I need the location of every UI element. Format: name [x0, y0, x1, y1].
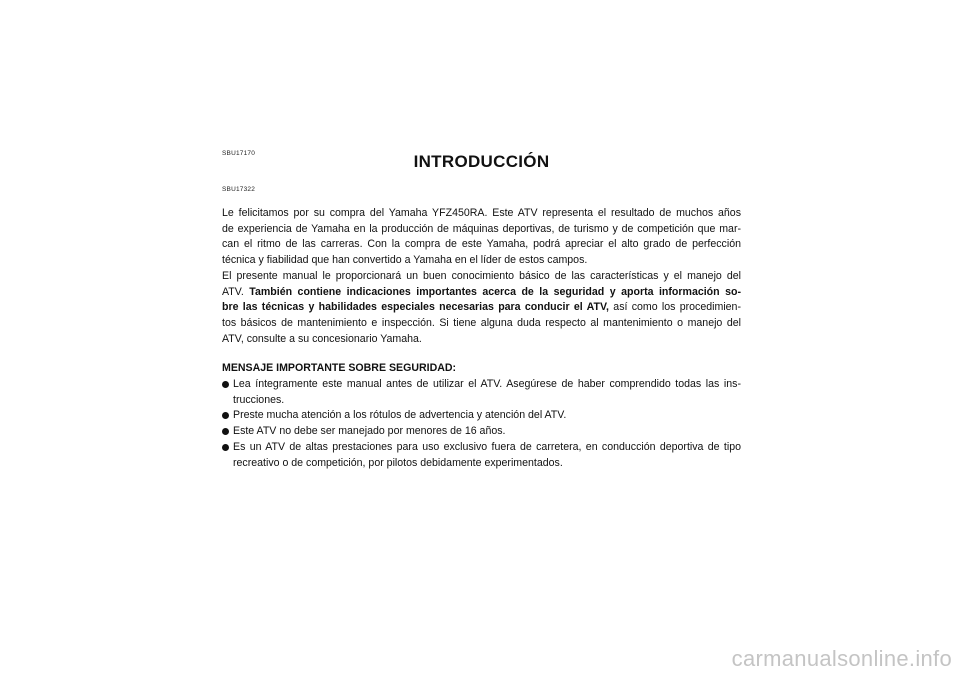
bullet-dot-icon [222, 428, 229, 435]
section-code-top: SBU17170 [222, 150, 256, 157]
intro-line: can el ritmo de las carreras. Con la compra de este Yamaha, podrá apreciar el alto grado de perfección [222, 238, 741, 251]
bullet-dot-icon [222, 444, 229, 451]
manual-line: El presente manual le proporcionará un buen conocimiento básico de las características y el manejo del [222, 269, 741, 282]
bullet-text: Lea íntegramente este manual antes de utilizar el ATV. Asegúrese de haber comprendido todas las ins- [233, 378, 741, 391]
safety-bullet [222, 408, 741, 424]
bullet-continuation: recreativo o de competición, por pilotos debidamente experimentados. [233, 456, 563, 469]
manual-line-bold: También contiene indicaciones importantes acerca de la seguridad y aporta información so- [249, 285, 741, 298]
safety-bullet [222, 377, 741, 393]
intro-line: Le felicitamos por su compra del Yamaha YFZ450RA. Este ATV representa el resultado de muchos años [222, 207, 741, 219]
paragraph-gap [222, 347, 741, 361]
bullet-continuation: trucciones. [233, 393, 285, 406]
manual-line [222, 300, 741, 316]
bullet-text: Preste mucha atención a los rótulos de advertencia y atención del ATV. [233, 409, 567, 422]
manual-line-bold: bre las técnicas y habilidades especiales necesarias para conducir el ATV, [222, 301, 609, 314]
intro-line: de experiencia de Yamaha en la producción de máquinas deportivas, de turismo y de competición que mar- [222, 222, 741, 235]
bullet-dot-icon [222, 381, 229, 388]
safety-bullet [222, 440, 741, 456]
manual-line: ATV, consulte a su concesionario Yamaha. [222, 332, 422, 345]
safety-heading: MENSAJE IMPORTANTE SOBRE SEGURIDAD: [222, 362, 457, 375]
page-title: INTRODUCCIÓN [413, 152, 550, 171]
manual-line: tos básicos de mantenimiento e inspección. Si tiene alguna duda respecto al mantenimiento o manejo del [222, 316, 741, 329]
manual-line-normal: ATV. [222, 285, 244, 298]
watermark[interactable]: carmanualsonline.info [731, 646, 952, 671]
manual-line [222, 285, 741, 301]
body-text [222, 206, 741, 471]
bullet-text: Es un ATV de altas prestaciones para uso exclusivo fuera de carretera, en conducción deportiva de tipo [233, 440, 741, 453]
section-code-intro: SBU17322 [222, 186, 256, 193]
manual-line-normal: así como los procedimien- [613, 301, 741, 314]
intro-line: técnica y fiabilidad que han convertido a Yamaha en el líder de estos campos. [222, 254, 588, 267]
safety-bullet [222, 424, 741, 440]
bullet-text: Este ATV no debe ser manejado por menores de 16 años. [233, 425, 506, 438]
bullet-dot-icon [222, 412, 229, 419]
